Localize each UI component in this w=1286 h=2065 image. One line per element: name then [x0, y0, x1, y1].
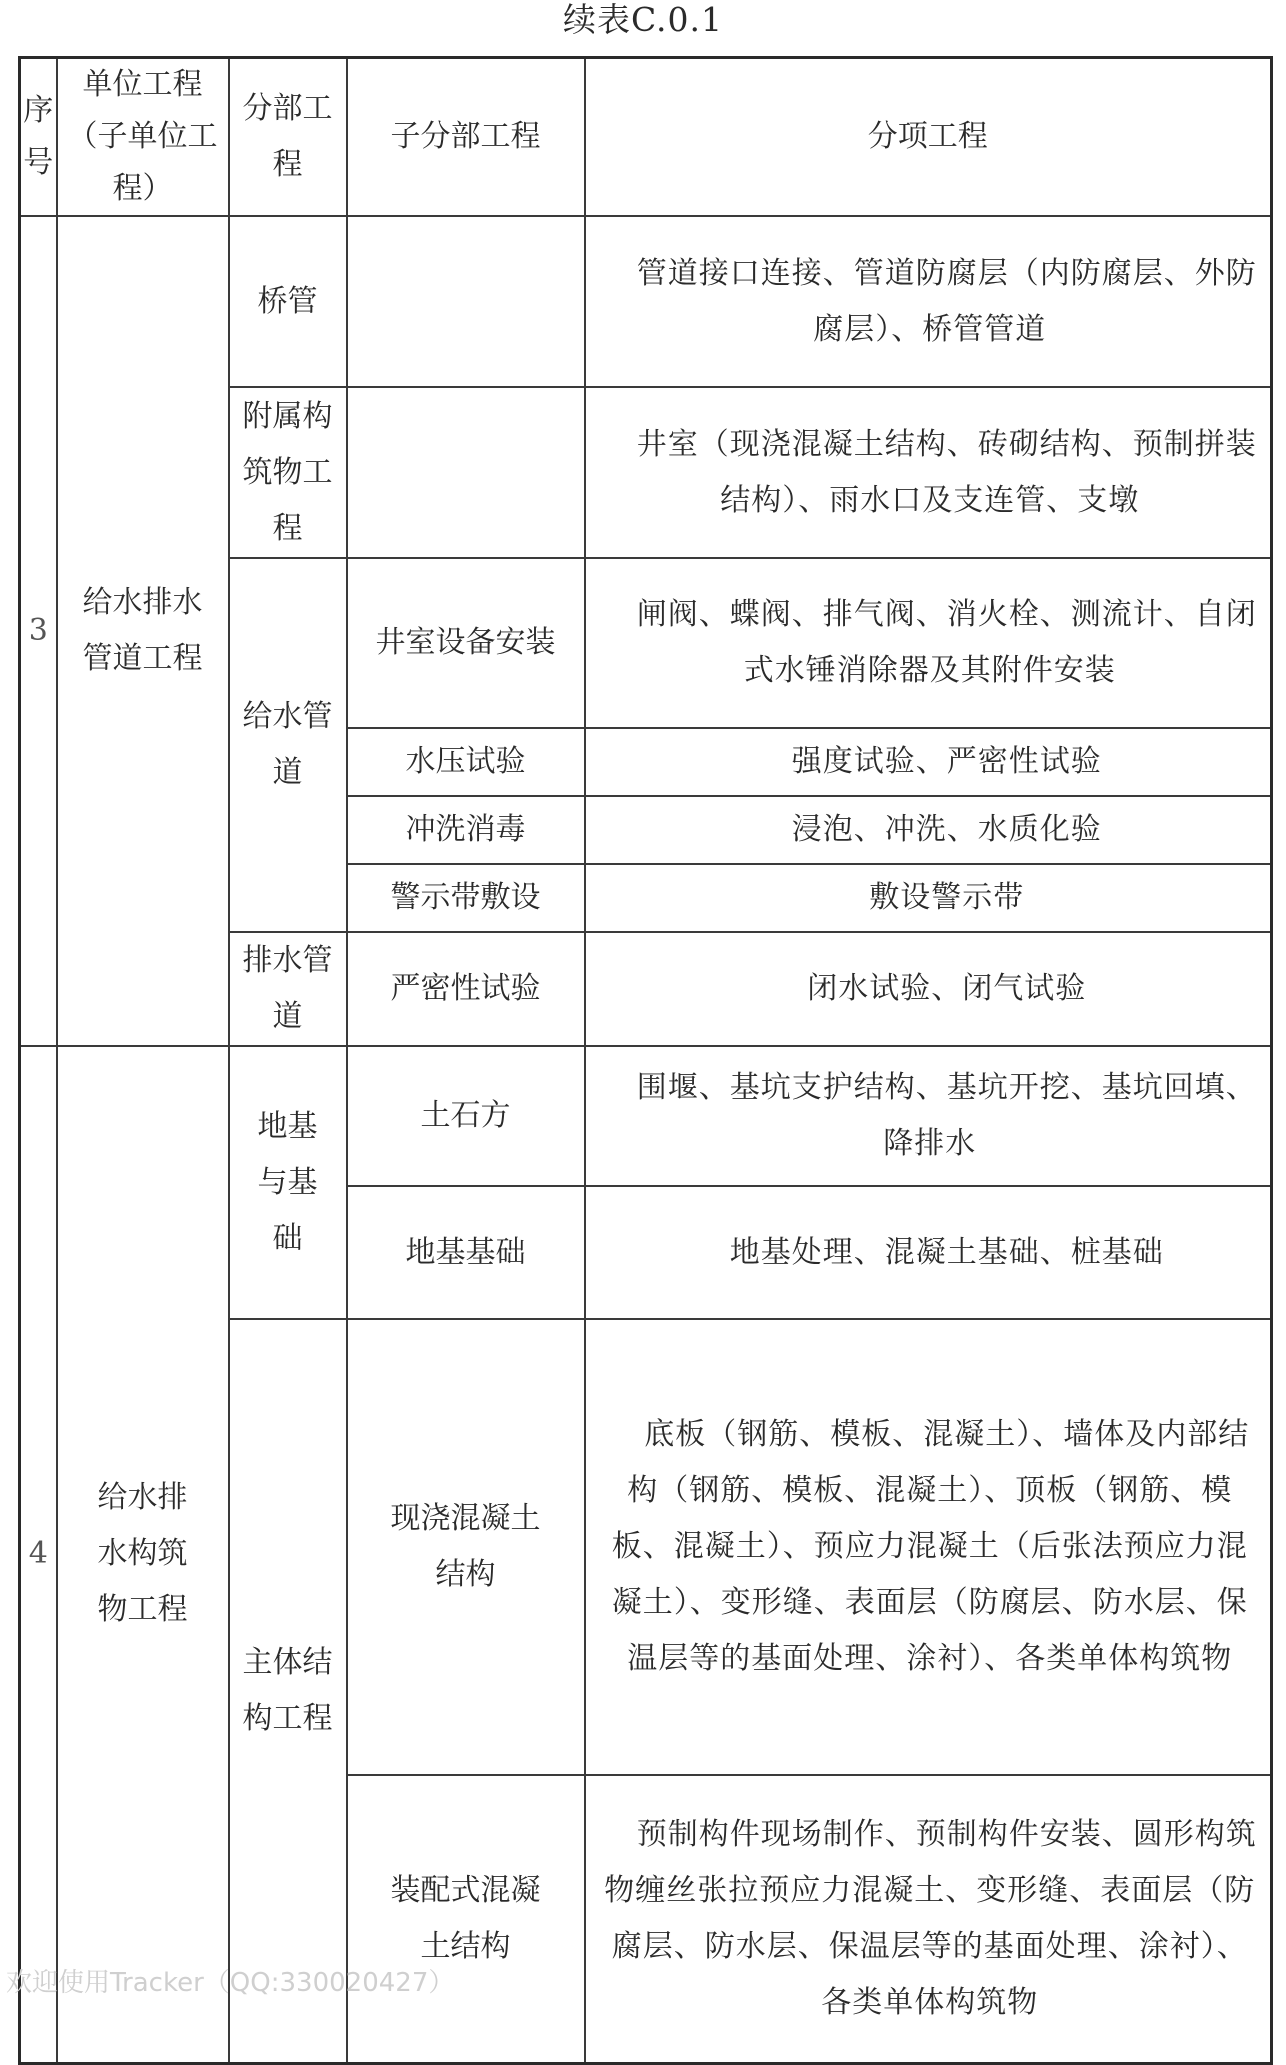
- table-row: [20, 216, 1272, 387]
- division-cell: 给水管道: [229, 558, 347, 932]
- header-division: 分部工程: [229, 58, 347, 217]
- seq-cell: 4: [20, 1046, 57, 2063]
- subdivision-cell: 井室设备安装: [347, 558, 585, 728]
- subdivision-cell: 现浇混凝土结构: [347, 1319, 585, 1775]
- items-cell: 管道接口连接、管道防腐层（内防腐层、外防腐层）、桥管管道: [585, 216, 1272, 387]
- subdivision-cell: 地基基础: [347, 1186, 585, 1319]
- subdivision-cell: 警示带敷设: [347, 864, 585, 932]
- header-row: [20, 58, 1272, 217]
- items-cell: 预制构件现场制作、预制构件安装、圆形构筑物缠丝张拉预应力混凝土、变形缝、表面层（防腐层、防水层、保温层等的基面处理、涂衬）、各类单体构筑物: [585, 1775, 1272, 2063]
- header-seq: 序 号: [20, 58, 57, 217]
- division-cell: 附属构筑物工程: [229, 387, 347, 558]
- items-cell: 地基处理、混凝土基础、桩基础: [585, 1186, 1272, 1319]
- division-cell: 桥管: [229, 216, 347, 387]
- subdivision-cell: 土石方: [347, 1046, 585, 1186]
- division-cell: 主体结构工程: [229, 1319, 347, 2063]
- items-cell: 底板（钢筋、模板、混凝土）、墙体及内部结构（钢筋、模板、混凝土）、顶板（钢筋、模板、混凝土）、预应力混凝土（后张法预应力混凝土）、变形缝、表面层（防腐层、防水层、保温层等的基面处理、涂衬）、各类单体构筑物: [585, 1319, 1272, 1775]
- division-cell: 地基与基础: [229, 1046, 347, 1319]
- division-cell: 排水管道: [229, 932, 347, 1046]
- items-cell: 浸泡、冲洗、水质化验: [585, 796, 1272, 864]
- subdivision-cell: 水压试验: [347, 728, 585, 796]
- watermark-text: 欢迎使用Tracker（QQ:330020427）: [6, 1968, 455, 1998]
- subdivision-cell-empty: [347, 216, 585, 387]
- inspection-table: [18, 56, 1273, 2065]
- header-items: 分项工程: [585, 58, 1272, 217]
- subdivision-cell-empty: [347, 387, 585, 558]
- table-row: [20, 1046, 1272, 1186]
- items-cell: 强度试验、严密性试验: [585, 728, 1272, 796]
- items-cell: 闸阀、蝶阀、排气阀、消火栓、测流计、自闭式水锤消除器及其附件安装: [585, 558, 1272, 728]
- items-cell: 闭水试验、闭气试验: [585, 932, 1272, 1046]
- header-subdivision: 子分部工程: [347, 58, 585, 217]
- unit-cell: 给水排水管道工程: [57, 216, 229, 1046]
- subdivision-cell: 装配式混凝土结构: [347, 1775, 585, 2063]
- items-cell: 井室（现浇混凝土结构、砖砌结构、预制拼装结构）、雨水口及支连管、支墩: [585, 387, 1272, 558]
- items-cell: 敷设警示带: [585, 864, 1272, 932]
- subdivision-cell: 严密性试验: [347, 932, 585, 1046]
- unit-cell: 给水排水构筑物工程: [57, 1046, 229, 2063]
- subdivision-cell: 冲洗消毒: [347, 796, 585, 864]
- table-caption: 续表C.0.1: [562, 0, 724, 39]
- items-cell: 围堰、基坑支护结构、基坑开挖、基坑回填、降排水: [585, 1046, 1272, 1186]
- seq-cell: 3: [20, 216, 57, 1046]
- header-unit: 单位工程 （子单位工程）: [57, 58, 229, 217]
